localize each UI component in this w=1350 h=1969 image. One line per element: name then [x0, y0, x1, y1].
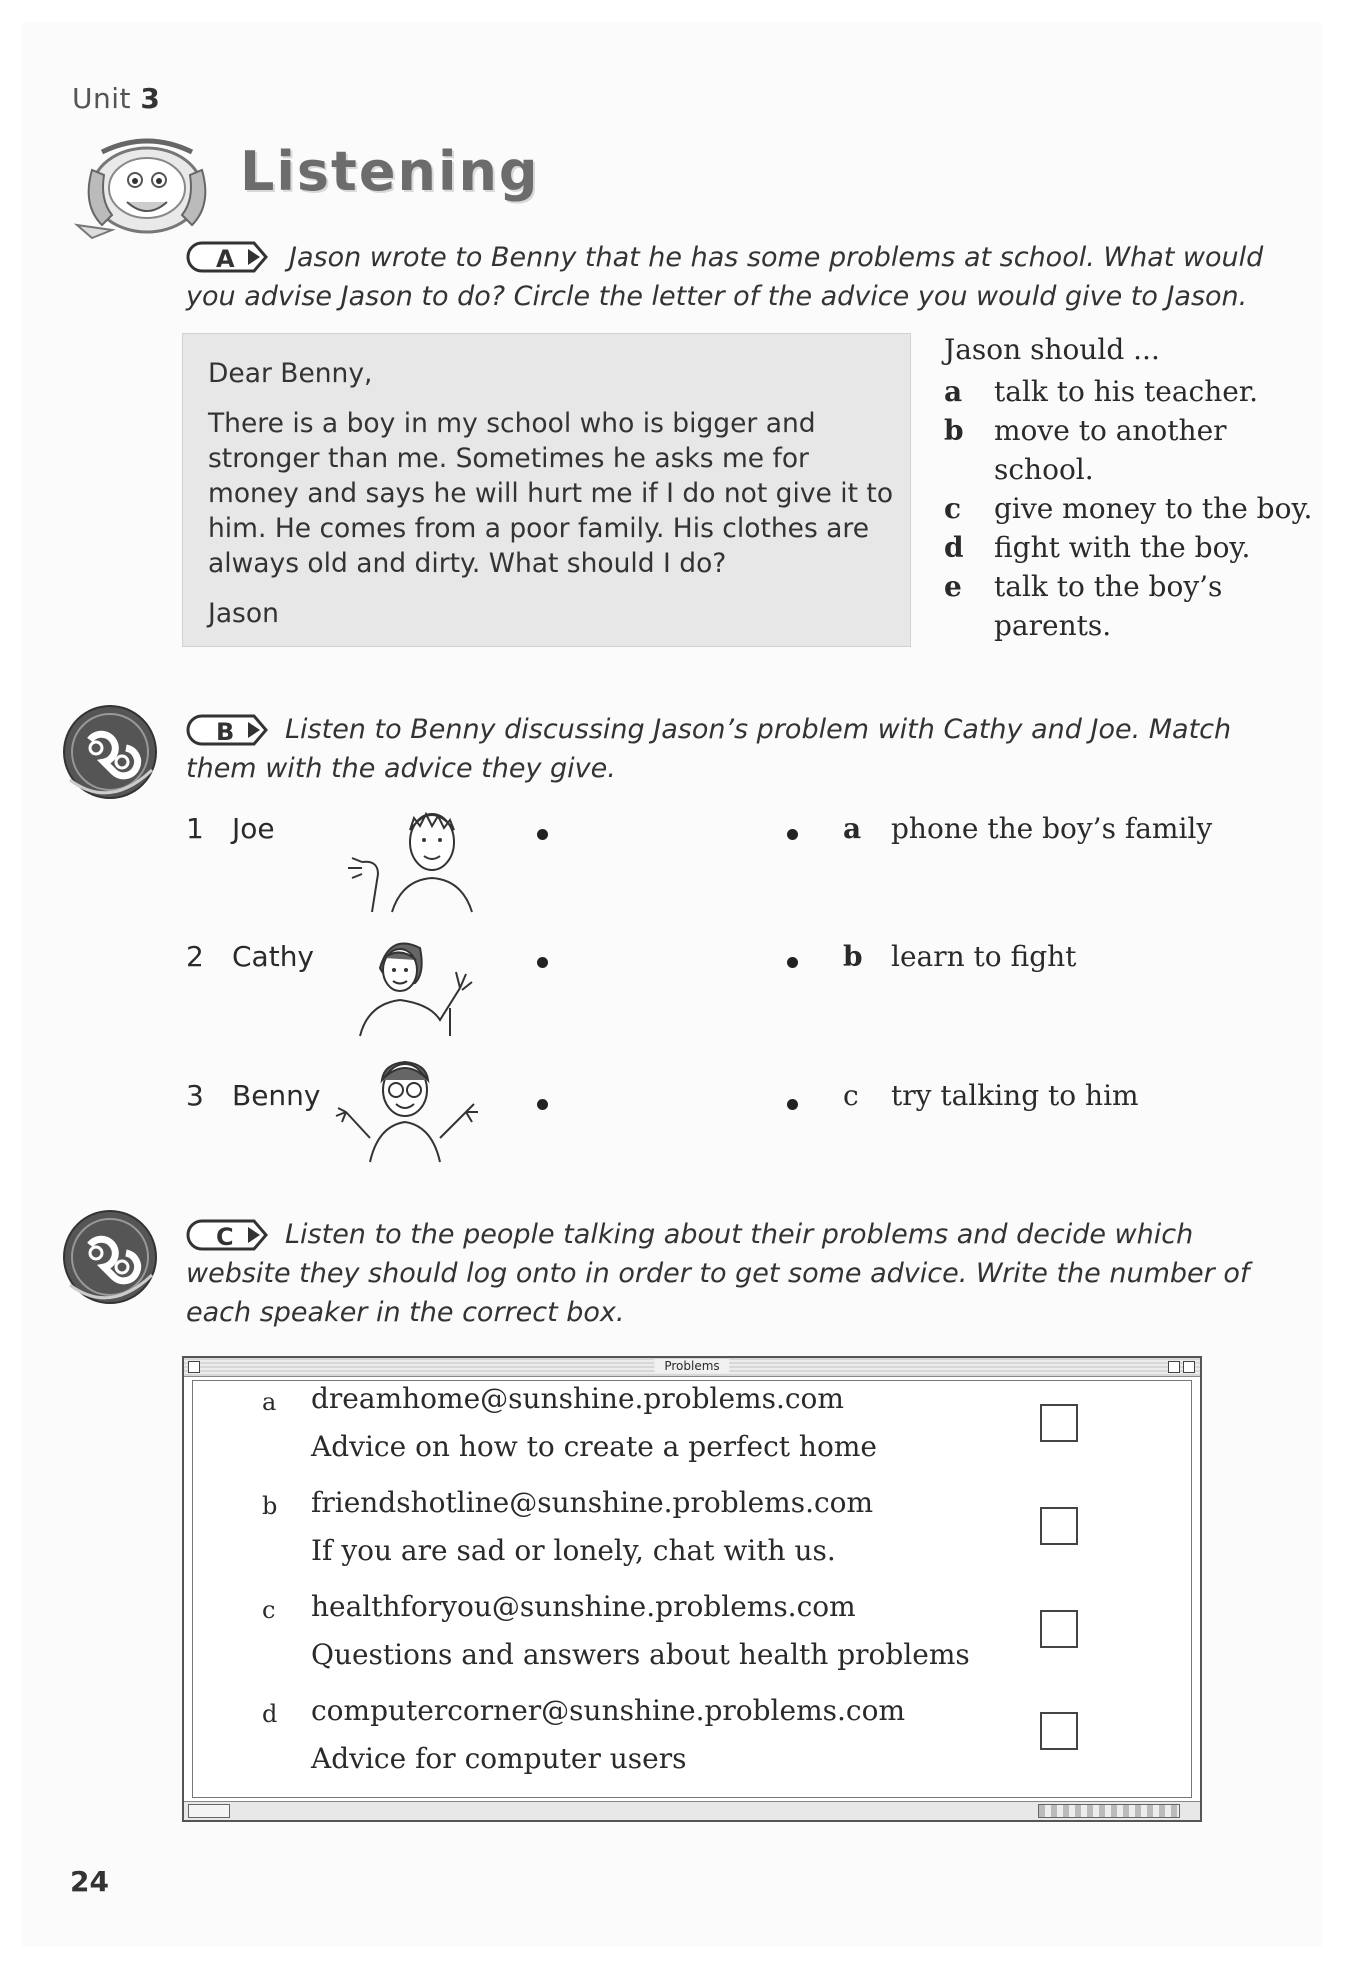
person-1-number: 1	[186, 812, 204, 845]
page-number: 24	[70, 1865, 109, 1898]
section-c-letter: C	[216, 1223, 234, 1251]
person-1-name: Joe	[232, 812, 275, 845]
option-letter: b	[944, 414, 964, 447]
option-text-cont: school.	[994, 453, 1094, 486]
site-b-description: If you are sad or lonely, chat with us.	[311, 1534, 836, 1567]
match-dot-advice-c[interactable]	[787, 1099, 798, 1110]
site-a-description: Advice on how to create a perfect home	[311, 1430, 877, 1463]
option-text-cont: parents.	[994, 609, 1112, 642]
match-dot-person-2[interactable]	[537, 957, 548, 968]
person-3-number: 3	[186, 1079, 204, 1112]
section-c-instruction: Listen to the people talking about their problems and decide which website they should log onto in order to get some advice. Write the number of each speaker in the correct box.	[186, 1219, 1250, 1328]
advice-b-text: learn to fight	[891, 940, 1077, 973]
benny-illustration	[330, 1050, 490, 1165]
section-b-instruction: Listen to Benny discussing Jason’s problem with Cathy and Joe. Match them with the advice they give.	[186, 714, 1232, 784]
option-letter: a	[944, 375, 963, 408]
site-c-answer-box[interactable]	[1040, 1610, 1078, 1648]
unit-word: Unit	[72, 82, 131, 115]
match-dot-advice-a[interactable]	[787, 829, 798, 840]
page-title: Listening	[240, 140, 540, 203]
section-a-instruction: Jason wrote to Benny that he has some problems at school. What would you advise Jason to do? Circle the letter of the advice you would give to Jason.	[186, 242, 1264, 312]
match-dot-advice-b[interactable]	[787, 957, 798, 968]
site-a-answer-box[interactable]	[1040, 1404, 1078, 1442]
status-indicator-icon	[188, 1804, 230, 1818]
letter-body: There is a boy in my school who is bigger and stronger than me. Sometimes he asks me for money and says he will hurt me if I do not give it to him. He comes from a poor family. His clothes are always old and dirty. What should I do?	[208, 408, 894, 579]
advice-a-letter: a	[843, 812, 862, 845]
advice-b-letter: b	[843, 940, 863, 973]
site-d-answer-box[interactable]	[1040, 1712, 1078, 1750]
window-title: Problems	[654, 1359, 729, 1373]
option-letter: d	[944, 531, 964, 564]
window-close-icon[interactable]	[188, 1361, 200, 1373]
advice-a-text: phone the boy’s family	[891, 812, 1213, 845]
option-text: talk to his teacher.	[994, 375, 1259, 408]
listening-mascot-icon	[72, 130, 217, 240]
person-3-name: Benny	[232, 1079, 321, 1112]
option-letter: e	[944, 570, 962, 603]
site-d-description: Advice for computer users	[311, 1742, 687, 1775]
site-c-description: Questions and answers about health problems	[311, 1638, 970, 1671]
site-c-address[interactable]: healthforyou@sunshine.problems.com	[311, 1590, 856, 1623]
window-zoom-icon[interactable]	[1168, 1361, 1180, 1373]
options-heading: Jason should ...	[944, 333, 1160, 366]
letter-signature: Jason	[208, 598, 279, 629]
option-text: talk to the boy’s	[994, 570, 1223, 603]
letter-greeting: Dear Benny,	[208, 358, 373, 389]
window-collapse-icon[interactable]	[1183, 1361, 1195, 1373]
option-letter: c	[944, 492, 962, 525]
option-text: move to another	[994, 414, 1227, 447]
window-title-bar	[184, 1358, 1200, 1377]
person-2-number: 2	[186, 940, 204, 973]
cathy-illustration	[350, 928, 480, 1038]
section-a-letter: A	[216, 245, 235, 273]
joe-illustration	[332, 800, 482, 915]
site-a-letter: a	[262, 1388, 277, 1416]
site-b-letter: b	[262, 1492, 278, 1520]
unit-number: 3	[140, 82, 161, 115]
person-2-name: Cathy	[232, 940, 315, 973]
site-c-letter: c	[262, 1596, 276, 1624]
option-text: fight with the boy.	[994, 531, 1251, 564]
site-b-answer-box[interactable]	[1040, 1507, 1078, 1545]
site-b-address[interactable]: friendshotline@sunshine.problems.com	[311, 1486, 874, 1519]
match-dot-person-3[interactable]	[537, 1099, 548, 1110]
audio-cd-icon[interactable]	[60, 1205, 164, 1309]
toolbar-icons	[1038, 1804, 1180, 1818]
site-a-address[interactable]: dreamhome@sunshine.problems.com	[311, 1382, 844, 1415]
section-b-letter: B	[216, 718, 235, 746]
advice-c-text: try talking to him	[891, 1079, 1139, 1112]
site-d-address[interactable]: computercorner@sunshine.problems.com	[311, 1694, 905, 1727]
site-d-letter: d	[262, 1700, 278, 1728]
window-status-bar	[184, 1801, 1200, 1820]
audio-cd-icon[interactable]	[60, 700, 164, 804]
match-dot-person-1[interactable]	[537, 829, 548, 840]
unit-label	[72, 82, 160, 115]
advice-c-letter: c	[843, 1079, 859, 1112]
option-text: give money to the boy.	[994, 492, 1313, 525]
